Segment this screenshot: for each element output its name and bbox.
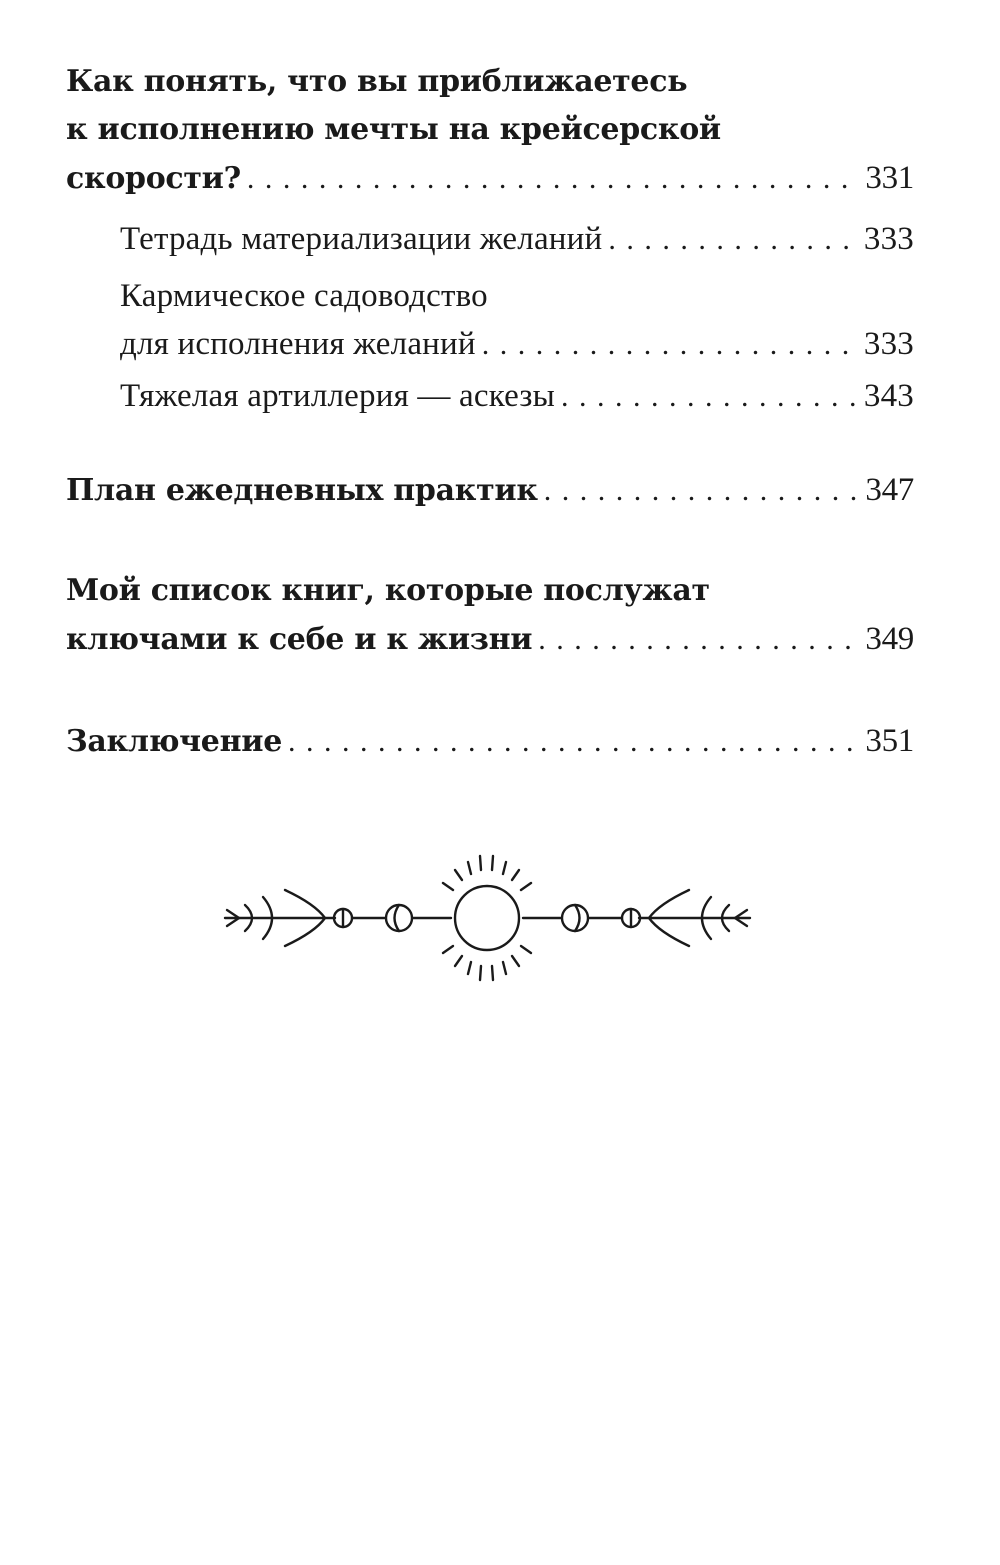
toc-entry-title: План ежедневных практик	[66, 473, 538, 508]
toc-entry-title: скорости?	[66, 161, 241, 196]
toc-entry-line	[66, 58, 914, 106]
dot-leader	[608, 216, 856, 264]
toc-entry-line	[66, 615, 914, 663]
dot-leader	[561, 373, 856, 421]
page-number: 343	[863, 378, 914, 414]
dot-leader	[544, 467, 858, 515]
toc-entry-cruising-speed[interactable]	[66, 58, 914, 202]
toc-subentry-line	[66, 372, 914, 420]
page-number: 349	[865, 621, 914, 657]
toc-entry-title: Заключение	[66, 724, 282, 759]
toc-subentry-line	[66, 272, 914, 320]
toc-entry-line	[66, 466, 914, 514]
toc-subentry-line	[66, 215, 914, 263]
toc-subentry-heavy-artillery[interactable]	[66, 372, 914, 420]
toc-subentry-title: для исполнения желаний	[120, 326, 476, 362]
dot-leader	[482, 321, 856, 369]
toc-subentry-karmic-gardening[interactable]	[66, 272, 914, 368]
toc-entry-daily-practices[interactable]	[66, 466, 914, 514]
toc-subentry-title: Тетрадь материализации желаний	[120, 221, 603, 257]
page-number: 331	[865, 160, 914, 196]
toc-entry-conclusion[interactable]	[66, 717, 914, 765]
dot-leader	[247, 155, 857, 203]
toc-entry-title: Как понять, что вы приближаетесь	[66, 64, 688, 99]
toc-subentry-title: Кармическое садоводство	[120, 278, 488, 314]
toc-subentry-title: Тяжелая артиллерия — аскезы	[120, 378, 556, 414]
dot-leader	[288, 718, 857, 766]
toc-entry-title: ключами к себе и к жизни	[66, 622, 533, 657]
toc-entry-line	[66, 106, 914, 154]
page-number: 347	[865, 472, 914, 508]
sun-moon-phases-ornament-icon	[215, 850, 760, 985]
toc-entry-line	[66, 154, 914, 202]
toc-entry-title: Мой список книг, которые послужат	[66, 573, 710, 608]
toc-entry-book-list[interactable]	[66, 567, 914, 663]
toc-entry-line	[66, 717, 914, 765]
page-number: 333	[863, 221, 914, 257]
toc-subentry-line	[66, 320, 914, 368]
toc-entry-title: к исполнению мечты на крейсерской	[66, 112, 721, 147]
toc-entry-line	[66, 567, 914, 615]
dot-leader	[538, 616, 857, 664]
toc-subentry-wish-notebook[interactable]	[66, 215, 914, 263]
page-number: 351	[865, 723, 914, 759]
page-number: 333	[863, 326, 914, 362]
